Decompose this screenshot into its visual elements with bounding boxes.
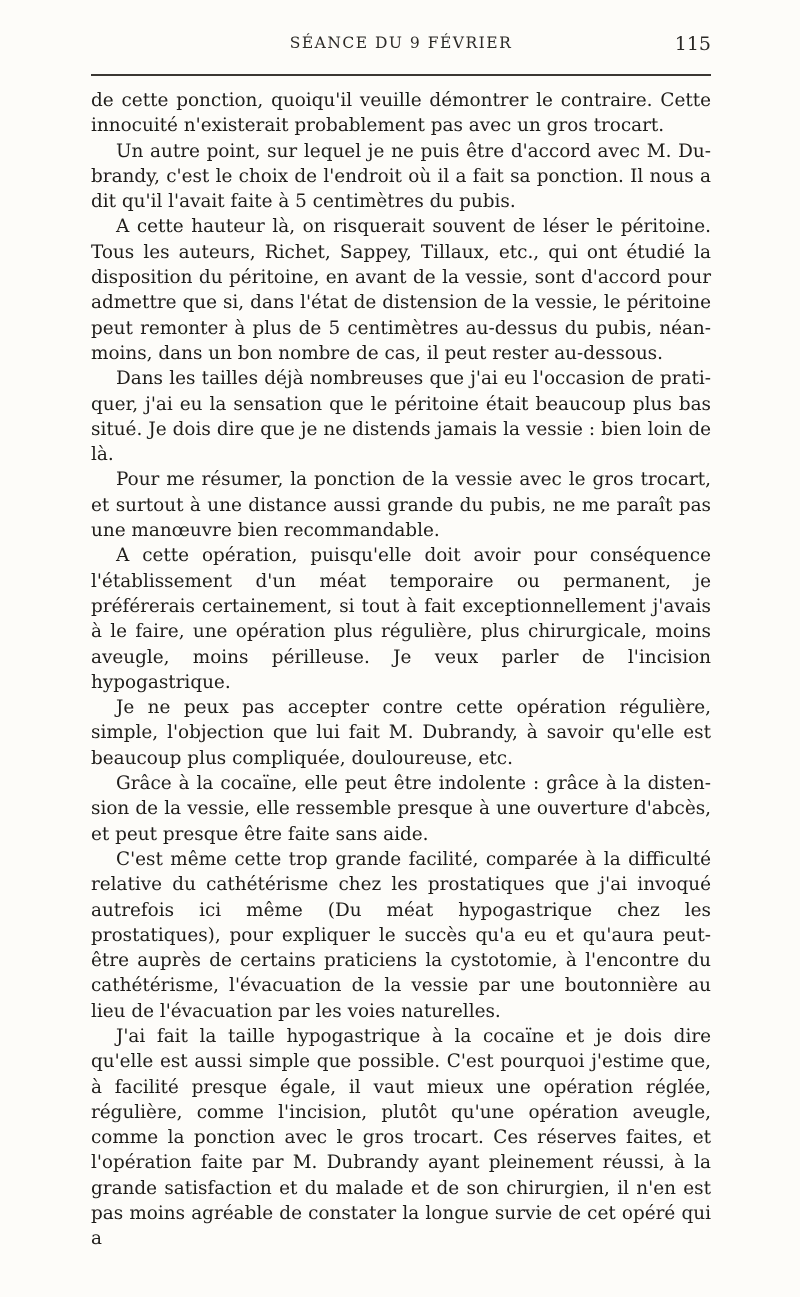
- paragraph-5: Pour me résumer, la ponction de la vessie avec le gros trocart, et surtout à une distance aussi grande du pubis, ne me paraît pas une manœuvre bien recommandable.: [91, 469, 711, 542]
- paragraph-10: J'ai fait la taille hypogastrique à la cocaïne et je dois dire qu'elle est aussi simple que possible. C'est pourquoi j'estime que, à facilité presque égale, il vaut mieux une opération réglée, régulière, comme l'incision, plutôt qu'une opération aveugle, comme la ponction avec le gros trocart. Ces réserves faites, et l'opération faite par M. Dubrandy ayant pleinement réussi, à la grande satisfaction et du malade et de son chirurgien, il n'en est pas moins agréable de constater la longue survie de cet opéré qui a: [91, 1025, 711, 1250]
- page-header: [91, 34, 711, 60]
- paragraph-8: Grâce à la cocaïne, elle peut être indolente : grâce à la distension de la vessie, elle ressemble presque à une ouverture d'abcès, et peut presque être faite sans aide.: [91, 773, 711, 845]
- page-number: 115: [674, 33, 711, 55]
- paragraph-3: A cette hauteur là, on risquerait souvent de léser le péritoine. Tous les auteurs, Richet, Sappey, Tillaux, etc., qui ont étudié la disposition du péritoine, en avant de la vessie, sont d'accord pour admettre que si, dans l'état de distension de la vessie, le péritoine peut remonter à plus de 5 centimètres au-dessus du pubis, néanmoins, dans un bon nombre de cas, il peut rester au-dessous.: [91, 216, 711, 364]
- header-rule: [91, 74, 711, 76]
- running-head: SÉANCE DU 9 FÉVRIER: [289, 34, 513, 52]
- paragraph-9: C'est même cette trop grande facilité, comparée à la difficulté relative du cathétérisme chez les prostatiques que j'ai invoqué autrefois ici même (Du méat hypogastrique chez les prostatiques), pour expliquer le succès qu'a eu et qu'aura peut-être auprès de certains praticiens la cystotomie, à l'encontre du cathétérisme, l'évacuation de la vessie par une boutonnière au lieu de l'évacuation par les voies naturelles.: [91, 848, 711, 1022]
- paragraph-4: Dans les tailles déjà nombreuses que j'ai eu l'occasion de pratiquer, j'ai eu la sensation que le péritoine était beaucoup plus bas situé. Je dois dire que je ne distends jamais la vessie : bien loin de là.: [91, 368, 711, 466]
- paragraph-6: A cette opération, puisqu'elle doit avoir pour conséquence l'établissement d'un méat temporaire ou permanent, je préférerais certainement, si tout à fait exceptionnellement j'avais à le faire, une opération plus régulière, plus chirurgicale, moins aveugle, moins périlleuse. Je veux parler de l'incision hypogastrique.: [91, 545, 711, 693]
- paragraph-2: Un autre point, sur lequel je ne puis être d'accord avec M. Dubrandy, c'est le choix de l'endroit où il a fait sa ponction. Il nous a dit qu'il l'avait faite à 5 centimètres du pubis.: [91, 140, 711, 213]
- body-text: [91, 88, 711, 1252]
- paragraph-1: de cette ponction, quoiqu'il veuille démontrer le contraire. Cette innocuité n'existerait probablement pas avec un gros trocart.: [91, 90, 711, 137]
- paragraph-7: Je ne peux pas accepter contre cette opération régulière, simple, l'objection que lui fait M. Dubrandy, à savoir qu'elle est beaucoup plus compliquée, douloureuse, etc.: [91, 697, 711, 769]
